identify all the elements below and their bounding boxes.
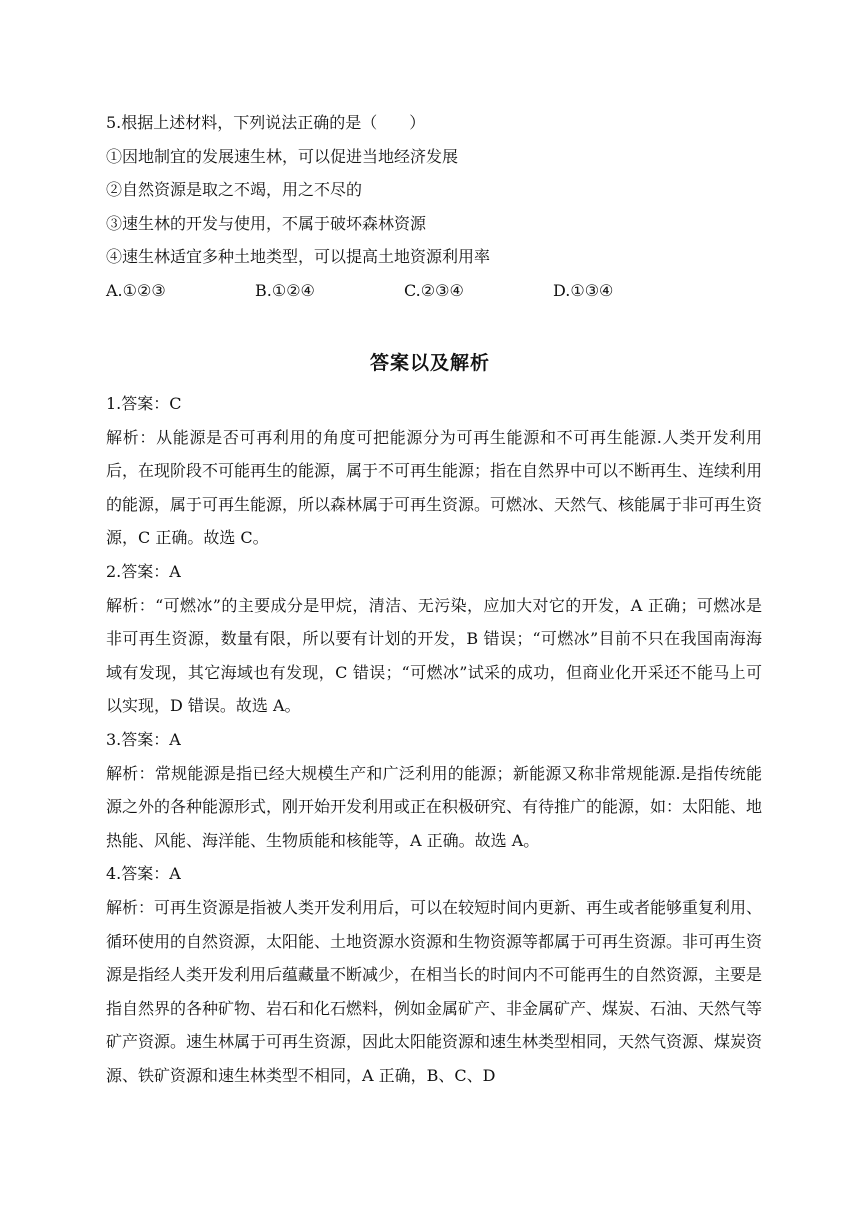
answer-explanation: 解析：从能源是否可再利用的角度可把能源分为可再生能源和不可再生能源.人类开发利用后，在现阶段不可能再生的能源，属于不可再生能源；指在自然界中可以不断再生、连续利用的能源，属于可再生能源，所以森林属于可再生资源。可燃冰、天然气、核能属于非可再生资源，C 正确。故选 C。	[106, 427, 763, 548]
answer-options	[106, 274, 766, 308]
statement-3: ③速生林的开发与使用，不属于破坏森林资源	[106, 213, 427, 233]
question-5	[106, 106, 766, 308]
answer-1	[106, 387, 762, 555]
option-b: B.①②④	[255, 281, 315, 301]
statement-2: ②自然资源是取之不竭，用之不尽的	[106, 180, 363, 200]
answer-explanation: 解析：可再生资源是指被人类开发利用后，可以在较短时间内更新、再生或者能够重复利用、循环使用的自然资源，太阳能、土地资源水资源和生物资源等都属于可再生资源。非可再生资源是指经人类开发利用后蕴藏量不断减少，在相当长的时间内不可能再生的自然资源，主要是指自然界的各种矿物、岩石和化石燃料，例如金属矿产、非金属矿产、煤炭、石油、天然气等矿产资源。速生林属于可再生资源，因此太阳能资源和速生林类型相同，天然气资源、煤炭资源、铁矿资源和速生林类型不相同，A 正确，B、C、D	[106, 897, 763, 1085]
answer-head: 4.答案：A	[106, 864, 181, 884]
answer-2	[106, 555, 762, 723]
answer-3	[106, 723, 762, 857]
option-c: C.②③④	[404, 281, 464, 301]
answer-explanation: 解析：“可燃冰”的主要成分是甲烷，清洁、无污染，应加大对它的开发，A 正确；可燃冰是非可再生资源，数量有限，所以要有计划的开发，B 错误；“可燃冰”目前不只在我国南海海域有发现，其它海域也有发现，C 错误；“可燃冰”试采的成功，但商业化开采还不能马上可以实现，D 错误。故选 A。	[106, 595, 762, 716]
option-d: D.①③④	[553, 281, 614, 301]
answer-head: 2.答案：A	[106, 561, 181, 581]
answers-section	[106, 387, 762, 1092]
question-stem: 5.根据上述材料，下列说法正确的是（ ）	[106, 113, 426, 132]
statement-4: ④速生林适宜多种土地类型，可以提高土地资源利用率	[106, 247, 491, 267]
answers-title: 答案以及解析	[369, 352, 490, 374]
answer-explanation: 解析：常规能源是指已经大规模生产和广泛利用的能源；新能源又称非常规能源.是指传统能源之外的各种能源形式，刚开始开发利用或正在积极研究、有待推广的能源，如：太阳能、地热能、风能、海洋能、生物质能和核能等，A 正确。故选 A。	[106, 763, 763, 850]
option-a: A.①②③	[106, 281, 166, 301]
answer-head: 3.答案：A	[106, 729, 181, 749]
answer-head: 1.答案：C	[106, 394, 182, 413]
answer-4	[106, 857, 762, 1092]
statement-1: ①因地制宜的发展速生林，可以促进当地经济发展	[106, 146, 459, 166]
